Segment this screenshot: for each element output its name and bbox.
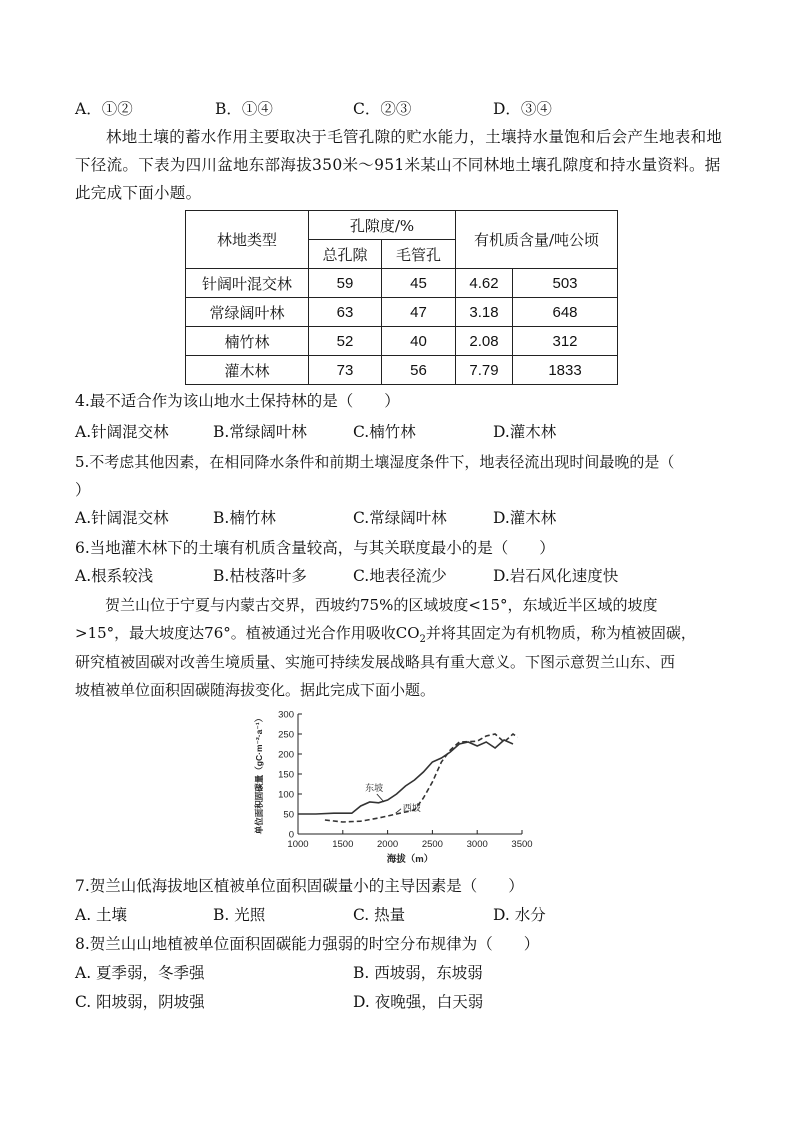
y-tick-label: 150 bbox=[278, 769, 294, 781]
q6-option-d: D.岩石风化速度快 bbox=[493, 567, 619, 585]
q7-stem: 7.贺兰山低海拔地区植被单位面积固碳量小的主导因素是（ ） bbox=[75, 877, 524, 895]
header-forest-type: 林地类型 bbox=[186, 211, 309, 269]
cell-organic: 4.62 bbox=[456, 269, 513, 298]
header-total-porosity: 总孔隙 bbox=[309, 240, 382, 269]
x-tick-label: 3500 bbox=[511, 839, 533, 850]
x-tick-label: 1500 bbox=[332, 839, 354, 850]
q5-stem-line1: 5.不考虑其他因素，在相同降水条件和前期土壤湿度条件下，地表径流出现时间最晚的是（ bbox=[75, 453, 675, 471]
q3-option-a: A．①② bbox=[75, 100, 133, 118]
q7-option-c: C. 热量 bbox=[353, 906, 406, 924]
q4-option-d: D.灌木林 bbox=[493, 423, 557, 441]
east-slope-label: 东坡 bbox=[365, 782, 384, 793]
q4-option-b: B.常绿阔叶林 bbox=[213, 423, 307, 441]
cell-type: 针阔叶混交林 bbox=[186, 269, 309, 298]
table-row bbox=[186, 298, 618, 327]
cell-water: 312 bbox=[513, 327, 618, 356]
cell-capillary: 56 bbox=[382, 356, 456, 385]
q5-option-d: D.灌木林 bbox=[493, 509, 557, 527]
q8-option-b: B. 西坡弱，东坡弱 bbox=[353, 964, 483, 982]
cell-organic: 3.18 bbox=[456, 298, 513, 327]
x-tick-label: 2000 bbox=[377, 839, 399, 850]
x-axis-label: 海拔（m） bbox=[386, 854, 434, 865]
cell-total: 52 bbox=[309, 327, 382, 356]
cell-type: 楠竹林 bbox=[186, 327, 309, 356]
q5-option-b: B.楠竹林 bbox=[213, 509, 276, 527]
cell-total: 63 bbox=[309, 298, 382, 327]
q5-stem-line2: ） bbox=[75, 481, 91, 499]
q8-option-a: A. 夏季弱，冬季强 bbox=[75, 964, 205, 982]
q4-stem: 4.最不适合作为该山地水土保持林的是（ ） bbox=[75, 392, 400, 410]
cell-type: 灌木林 bbox=[186, 356, 309, 385]
cell-capillary: 40 bbox=[382, 327, 456, 356]
q6-option-c: C.地表径流少 bbox=[353, 567, 447, 585]
table-row bbox=[186, 327, 618, 356]
forest-soil-table bbox=[185, 210, 618, 385]
intro2-line2-part2: 并将其固定为有机物质，称为植被固碳， bbox=[425, 624, 696, 642]
intro2-line2-part1: >15°，最大坡度达76°。植被通过光合作用吸收CO bbox=[75, 624, 420, 642]
q8-option-d: D. 夜晚强，白天弱 bbox=[353, 993, 484, 1011]
west-slope-label: 西坡 bbox=[402, 802, 421, 813]
x-tick-label: 2500 bbox=[421, 839, 443, 850]
cell-type: 常绿阔叶林 bbox=[186, 298, 309, 327]
cell-water: 1833 bbox=[513, 356, 618, 385]
y-axis-label: 单位面积固碳量（gC·m⁻²·a⁻¹） bbox=[254, 713, 264, 835]
intro2-line1: 贺兰山位于宁夏与内蒙古交界，西坡约75%的区域坡度<15°，东域近半区域的坡度 bbox=[105, 596, 658, 614]
q6-stem: 6.当地灌木林下的土壤有机质含量较高，与其关联度最小的是（ ） bbox=[75, 539, 555, 557]
q8-option-c: C. 阳坡弱，阴坡强 bbox=[75, 993, 205, 1011]
x-tick-label: 1000 bbox=[287, 839, 309, 850]
cell-capillary: 45 bbox=[382, 269, 456, 298]
q3-option-d: D．③④ bbox=[493, 100, 552, 118]
q5-option-c: C.常绿阔叶林 bbox=[353, 509, 447, 527]
header-organic: 有机质含量/吨公顷 bbox=[456, 211, 618, 269]
cell-capillary: 47 bbox=[382, 298, 456, 327]
cell-total: 73 bbox=[309, 356, 382, 385]
q4-option-a: A.针阔混交林 bbox=[75, 423, 169, 441]
intro2-line2 bbox=[75, 622, 696, 645]
west-slope-line bbox=[325, 734, 518, 822]
cell-total: 59 bbox=[309, 269, 382, 298]
cell-organic: 7.79 bbox=[456, 356, 513, 385]
header-capillary-porosity: 毛管孔 bbox=[382, 240, 456, 269]
q7-option-b: B. 光照 bbox=[213, 906, 266, 924]
y-tick-label: 250 bbox=[278, 729, 294, 741]
y-tick-label: 100 bbox=[278, 789, 294, 801]
intro2-line3: 研究植被固碳对改善生境质量、实施可持续发展战略具有重大意义。下图示意贺兰山东、西 bbox=[75, 653, 676, 671]
y-tick-label: 300 bbox=[278, 709, 294, 721]
east-slope-pointer bbox=[377, 794, 384, 802]
y-tick-label: 200 bbox=[278, 749, 294, 761]
co2-subscript: 2 bbox=[419, 634, 426, 645]
table-row bbox=[186, 356, 618, 385]
q6-option-b: B.枯枝落叶多 bbox=[213, 567, 307, 585]
q4-option-c: C.楠竹林 bbox=[353, 423, 416, 441]
carbon-fixation-chart bbox=[250, 706, 540, 866]
chart-svg bbox=[250, 706, 540, 866]
q7-option-d: D. 水分 bbox=[493, 906, 546, 924]
x-tick-label: 3000 bbox=[466, 839, 488, 850]
cell-organic: 2.08 bbox=[456, 327, 513, 356]
q3-option-c: C．②③ bbox=[353, 100, 412, 118]
cell-water: 648 bbox=[513, 298, 618, 327]
q5-option-a: A.针阔混交林 bbox=[75, 509, 169, 527]
q7-option-a: A. 土壤 bbox=[75, 906, 128, 924]
intro2-line4: 坡植被单位面积固碳随海拔变化。据此完成下面小题。 bbox=[75, 681, 436, 699]
q8-stem: 8.贺兰山山地植被单位面积固碳能力强弱的时空分布规律为（ ） bbox=[75, 935, 540, 953]
table-row bbox=[186, 269, 618, 298]
intro-paragraph-forest: 林地土壤的蓄水作用主要取决于毛管孔隙的贮水能力，土壤持水量饱和后会产生地表和地下径流。下表为四川盆地东部海拔350米～951米某山不同林地土壤孔隙度和持水量资料。据此完成下面小题。 bbox=[75, 128, 723, 202]
q6-option-a: A.根系较浅 bbox=[75, 567, 154, 585]
q3-option-b: B．①④ bbox=[215, 100, 273, 118]
cell-water: 503 bbox=[513, 269, 618, 298]
y-tick-label: 50 bbox=[283, 809, 294, 821]
y-tick-label: 0 bbox=[288, 829, 294, 841]
header-porosity: 孔隙度/% bbox=[309, 211, 456, 240]
